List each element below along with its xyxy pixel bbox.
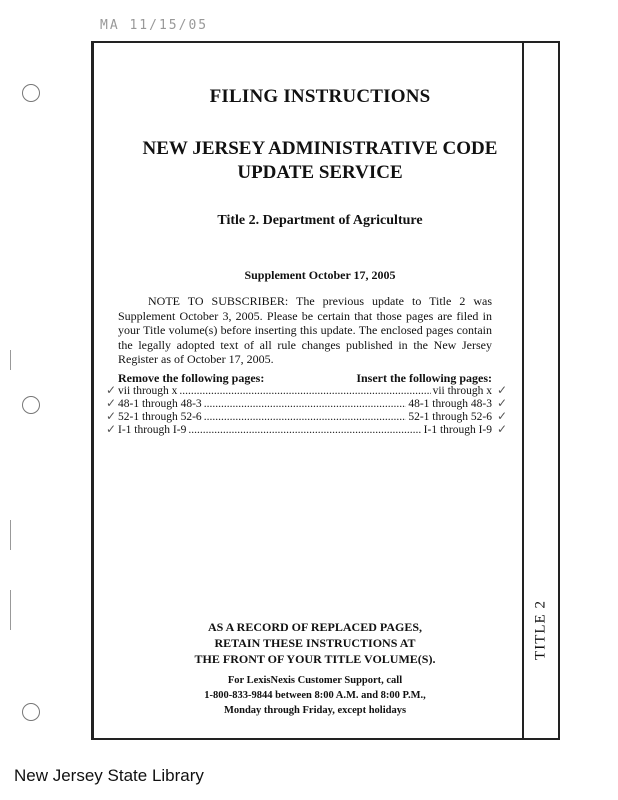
insert-pages: I-1 through I-9 xyxy=(423,424,492,436)
leader-dots xyxy=(188,424,421,438)
subscriber-note: NOTE TO SUBSCRIBER: The previous update to Title 2 was Supplement October 3, 2005. Please be certain that those pages are filed in your Title volume(s) before inserting this update. The enclosed pages contain the legally adopted text of all rule changes published in the New Jersey Register as of October 17, 2005. xyxy=(118,294,492,366)
punch-hole-top xyxy=(22,84,40,102)
support-line1: For LexisNexis Customer Support, call xyxy=(227,675,403,686)
leader-dots xyxy=(179,385,430,399)
record-notice-line1: AS A RECORD OF REPLACED PAGES, xyxy=(207,620,423,634)
punch-hole-middle xyxy=(22,396,40,414)
remove-header: Remove the following pages: xyxy=(118,371,265,385)
page-row xyxy=(118,398,492,412)
insert-pages: 52-1 through 52-6 xyxy=(408,411,492,423)
margin-mark xyxy=(10,520,11,550)
leader-dots xyxy=(204,398,407,412)
remove-pages: 48-1 through 48-3 xyxy=(118,398,202,410)
handwritten-note: MA 11/15/05 xyxy=(100,18,209,33)
pages-header xyxy=(118,371,492,386)
record-notice-line2: RETAIN THESE INSTRUCTIONS AT xyxy=(214,636,416,650)
tab-divider xyxy=(522,41,524,740)
insert-pages: 48-1 through 48-3 xyxy=(408,398,492,410)
title-name: Title 2. Department of Agriculture xyxy=(217,213,423,228)
check-mark-icon: ✓ xyxy=(106,396,117,410)
remove-pages: I-1 through I-9 xyxy=(118,424,187,436)
check-mark-icon: ✓ xyxy=(497,422,508,436)
page-row xyxy=(118,411,492,425)
title-tab xyxy=(526,560,556,700)
support-line2: 1-800-833-9844 between 8:00 A.M. and 8:00 P.M., xyxy=(204,690,426,701)
check-mark-icon: ✓ xyxy=(106,409,117,423)
punch-hole-bottom xyxy=(22,703,40,721)
margin-mark xyxy=(10,590,11,630)
page-title: FILING INSTRUCTIONS xyxy=(209,86,431,107)
support-line3: Monday through Friday, except holidays xyxy=(223,705,407,716)
remove-pages: 52-1 through 52-6 xyxy=(118,411,202,423)
remove-pages: vii through x xyxy=(118,385,178,397)
code-name-line2: UPDATE SERVICE xyxy=(237,162,403,183)
check-mark-icon: ✓ xyxy=(497,396,508,410)
check-mark-icon: ✓ xyxy=(106,422,117,436)
insert-header: Insert the following pages: xyxy=(356,371,492,385)
insert-pages: vii through x xyxy=(432,385,492,397)
check-mark-icon: ✓ xyxy=(106,383,117,397)
supplement-date: Supplement October 17, 2005 xyxy=(244,268,396,282)
page-row xyxy=(118,424,492,438)
record-notice-line3: THE FRONT OF YOUR TITLE VOLUME(S). xyxy=(194,652,436,666)
margin-mark xyxy=(10,350,11,370)
check-mark-icon: ✓ xyxy=(497,383,508,397)
code-name-line1: NEW JERSEY ADMINISTRATIVE CODE xyxy=(142,138,498,159)
leader-dots xyxy=(204,411,407,425)
page-row xyxy=(118,385,492,399)
library-footer: New Jersey State Library xyxy=(14,766,204,785)
check-mark-icon: ✓ xyxy=(497,409,508,423)
tab-label: TITLE 2 xyxy=(532,600,549,660)
